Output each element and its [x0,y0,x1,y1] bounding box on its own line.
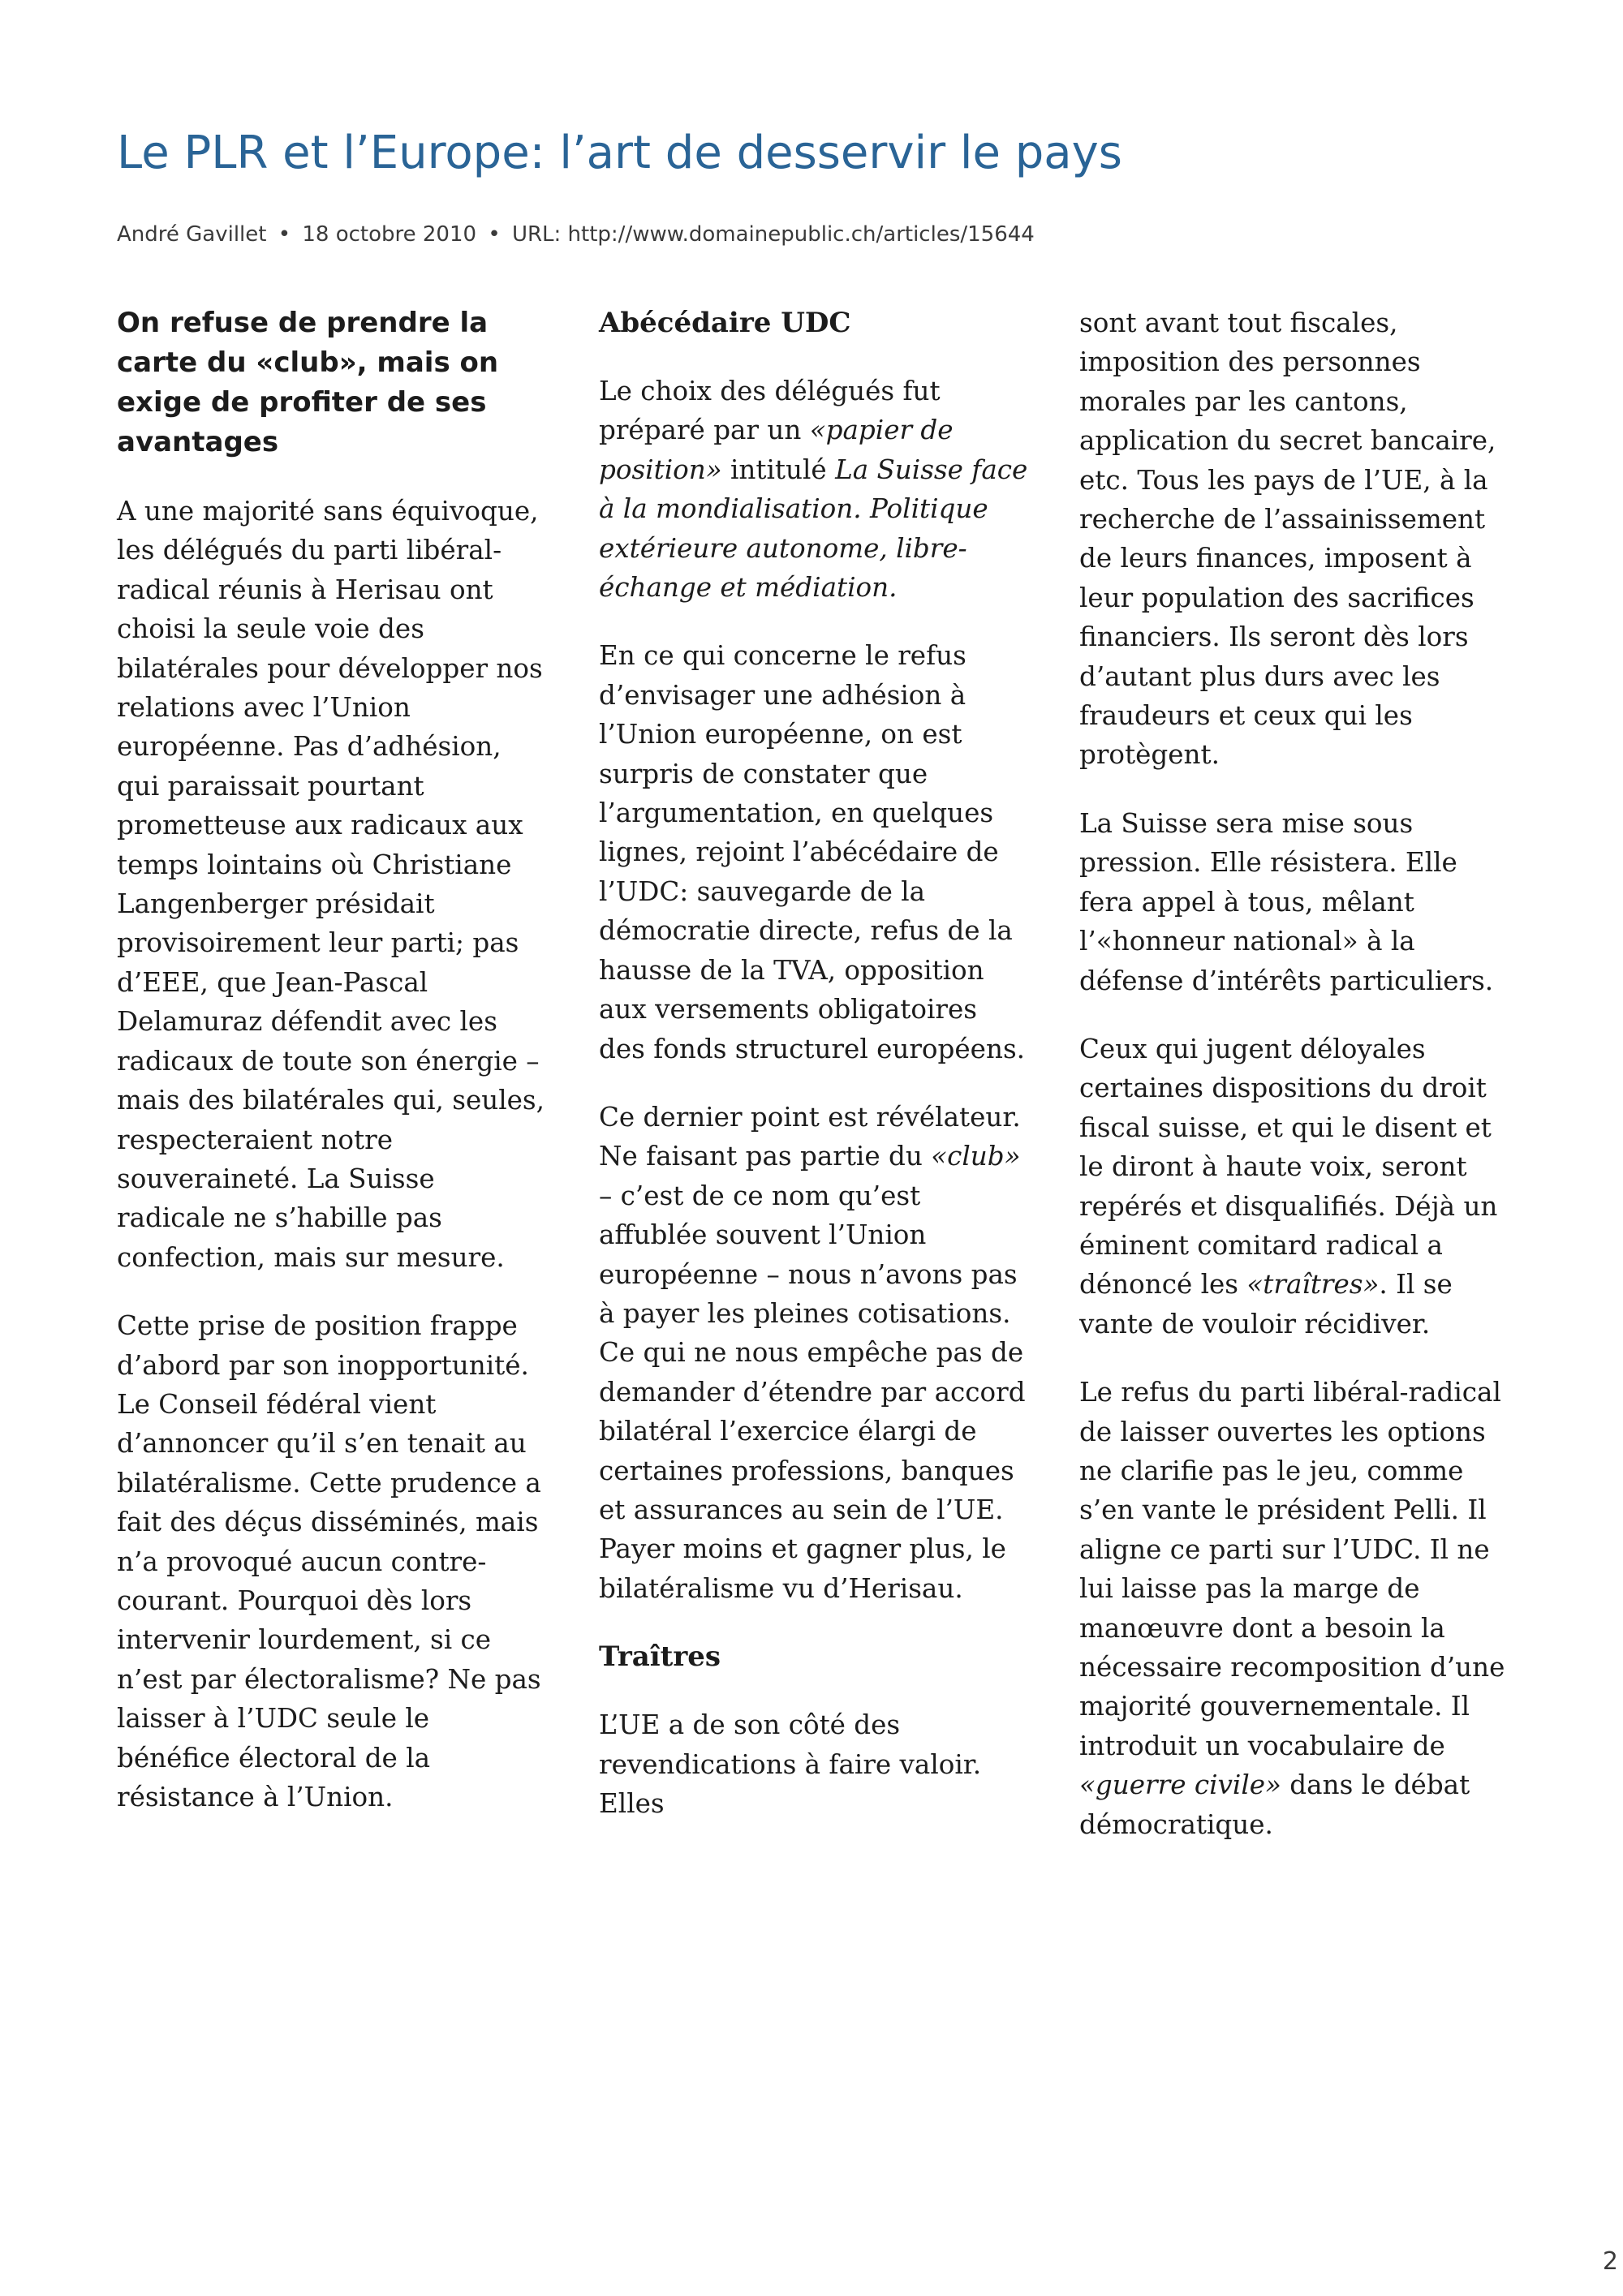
byline-separator: • [278,222,291,247]
paragraph [599,1098,1029,1608]
paragraph: sont avant tout fiscales, imposition des personnes morales par les cantons, application du secret bancaire, etc. Tous les pays de l’UE, à la recherche de l’assainissement de leurs finances, imposent à leur population des sacrifices financiers. Ils seront dès lors d’autant plus durs avec les fraudeurs et ceux qui les protègent. [1079,307,1496,771]
text-run: – c’est de ce nom qu’est affublée souvent l’Union européenne – nous n’avons pas à payer les pleines cotisations. Ce qui ne nous empêche pas de demander d’étendre par accord bilatéral l’exercice élargi de certaines professions, banques et assurances au sein de l’UE. Payer moins et gagner plus, le bilatéralisme vu d’Herisau. [599,1180,1026,1604]
article-lead: On refuse de prendre la carte du «club», mais on exige de profiter de ses avantages [117,307,499,458]
paragraph [1079,1373,1509,1844]
text-run: Ceux qui jugent déloyales certaines dispositions du droit fiscal suisse, et qui le disent et le diront à haute voix, seront repérés et disqualifiés. Déjà un éminent comitard radical a dénoncé les [1079,1033,1498,1301]
paragraph: L’UE a de son côté des revendications à faire valoir. Elles [599,1709,982,1819]
paragraph: En ce qui concerne le refus d’envisager une adhésion à l’Union européenne, on est surpris de constater que l’argumentation, en quelques lignes, rejoint l’abécédaire de l’UDC: sauvegarde de la démocratie directe, refus de la hausse de la TVA, opposition aux versements obligatoires des fonds structurel européens. [599,640,1026,1064]
byline-separator: • [488,222,501,247]
column-1 [117,303,547,1846]
author: André Gavillet [117,222,267,247]
emphasis: La Suisse face à la mondialisation. Politique extérieure autonome, libre-échange et médiation. [599,454,1028,604]
text-run: Le choix des délégués fut préparé par un [599,376,941,446]
emphasis: «guerre civile» [1079,1769,1281,1801]
emphasis: «club» [931,1141,1021,1172]
paragraph [599,372,1029,607]
paragraph: A une majorité sans équivoque, les délégués du parti libéral-radical réunis à Herisau ont choisi la seule voie des bilatérales pour développer nos relations avec l’Union européenne. Pas d’adhésion, qui paraissait pourtant prometteuse aux radicaux aux temps lointains où Christiane Langenberger présidait provisoirement leur parti; pas d’EEE, que Jean-Pascal Delamuraz défendit avec les radicaux de toute son énergie – mais des bilatérales qui, seules, respecteraient notre souveraineté. La Suisse radicale ne s’habille pas confection, mais sur mesure. [117,496,545,1273]
text-run: intitulé [721,454,836,485]
text-run: Ce dernier point est révélateur. Ne faisant pas partie du [599,1101,1021,1172]
paragraph [1079,1030,1509,1344]
paragraph: Cette prise de position frappe d’abord par son inopportunité. Le Conseil fédéral vient d’annoncer qu’il s’en tenait au bilatéralisme. Cette prudence a fait des déçus disséminés, mais n’a provoqué aucun contre-courant. Pourquoi dès lors intervenir lourdement, si ce n’est par électoralisme? Ne pas laisser à l’UDC seule le bénéfice électoral de la résistance à l’Union. [117,1310,541,1812]
article-title: Le PLR et l’Europe: l’art de desservir le pays [117,127,1122,179]
article-url: http://www.domainepublic.ch/articles/15644 [567,222,1035,247]
url-label: URL: [511,222,562,247]
byline [117,222,1035,247]
text-run: dans le débat démocratique. [1079,1769,1470,1840]
section-heading-abecedaire: Abécédaire UDC [599,307,851,339]
text-run: Le refus du parti libéral-radical de laisser ouvertes les options ne clarifie pas le jeu, comme s’en vante le président Pelli. Il aligne ce parti sur l’UDC. Il ne lui laisse pas la marge de manœuvre dont a besoin la nécessaire recomposition d’une majorité gouvernementale. Il introduit un vocabulaire de [1079,1377,1505,1761]
text-run: . Il se vante de vouloir récidiver. [1079,1269,1453,1339]
emphasis: «traîtres» [1246,1269,1380,1301]
emphasis: «papier de position» [599,415,954,485]
section-heading-traitres: Traîtres [599,1640,721,1674]
paragraph: La Suisse sera mise sous pression. Elle résistera. Elle fera appel à tous, mêlant l’«honneur national» à la défense d’intérêts particuliers. [1079,807,1494,996]
publication-date: 18 octobre 2010 [302,222,477,247]
column-2 [599,303,1029,1852]
column-3 [1079,303,1509,1873]
page-number: 2 [1602,2247,1618,2276]
